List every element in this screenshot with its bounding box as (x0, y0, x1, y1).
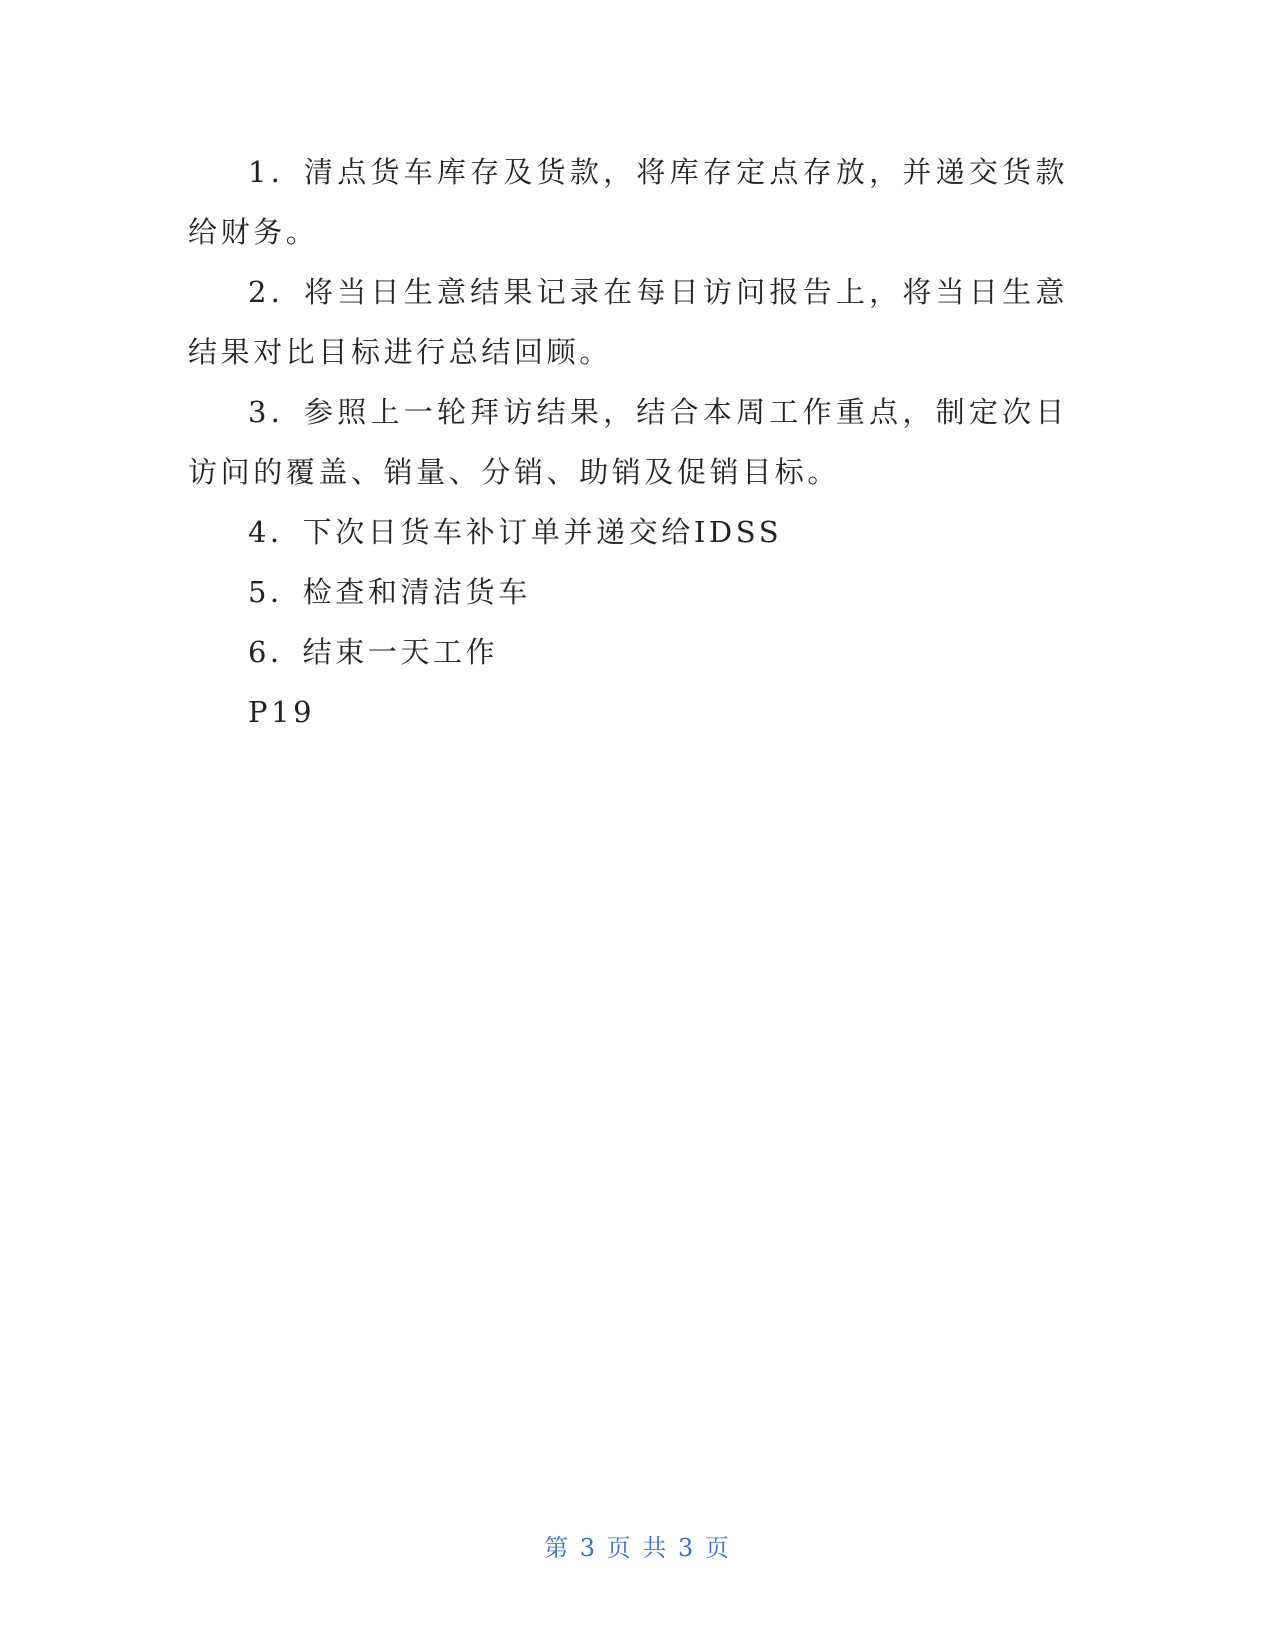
page-footer (0, 1528, 1275, 1563)
paragraph-page-ref: P19 (248, 695, 316, 729)
paragraph-6: 6．结束一天工作 (248, 635, 499, 669)
paragraph-4: 4．下次日货车补订单并递交给IDSS (248, 515, 783, 549)
paragraph-2: 2．将当日生意结果记录在每日访问报告上，将当日生意结果对比目标进行总结回顾。 (188, 275, 1068, 369)
paragraph-3: 3．参照上一轮拜访结果，结合本周工作重点，制定次日访问的覆盖、销量、分销、助销及促销目标。 (188, 395, 1068, 489)
paragraph-1: 1．清点货车库存及货款，将库存定点存放，并递交货款给财务。 (188, 155, 1068, 249)
document-body (188, 142, 1068, 742)
page-number-label: 第 3 页 共 3 页 (544, 1534, 731, 1562)
paragraph-5: 5．检查和清洁货车 (248, 575, 531, 609)
